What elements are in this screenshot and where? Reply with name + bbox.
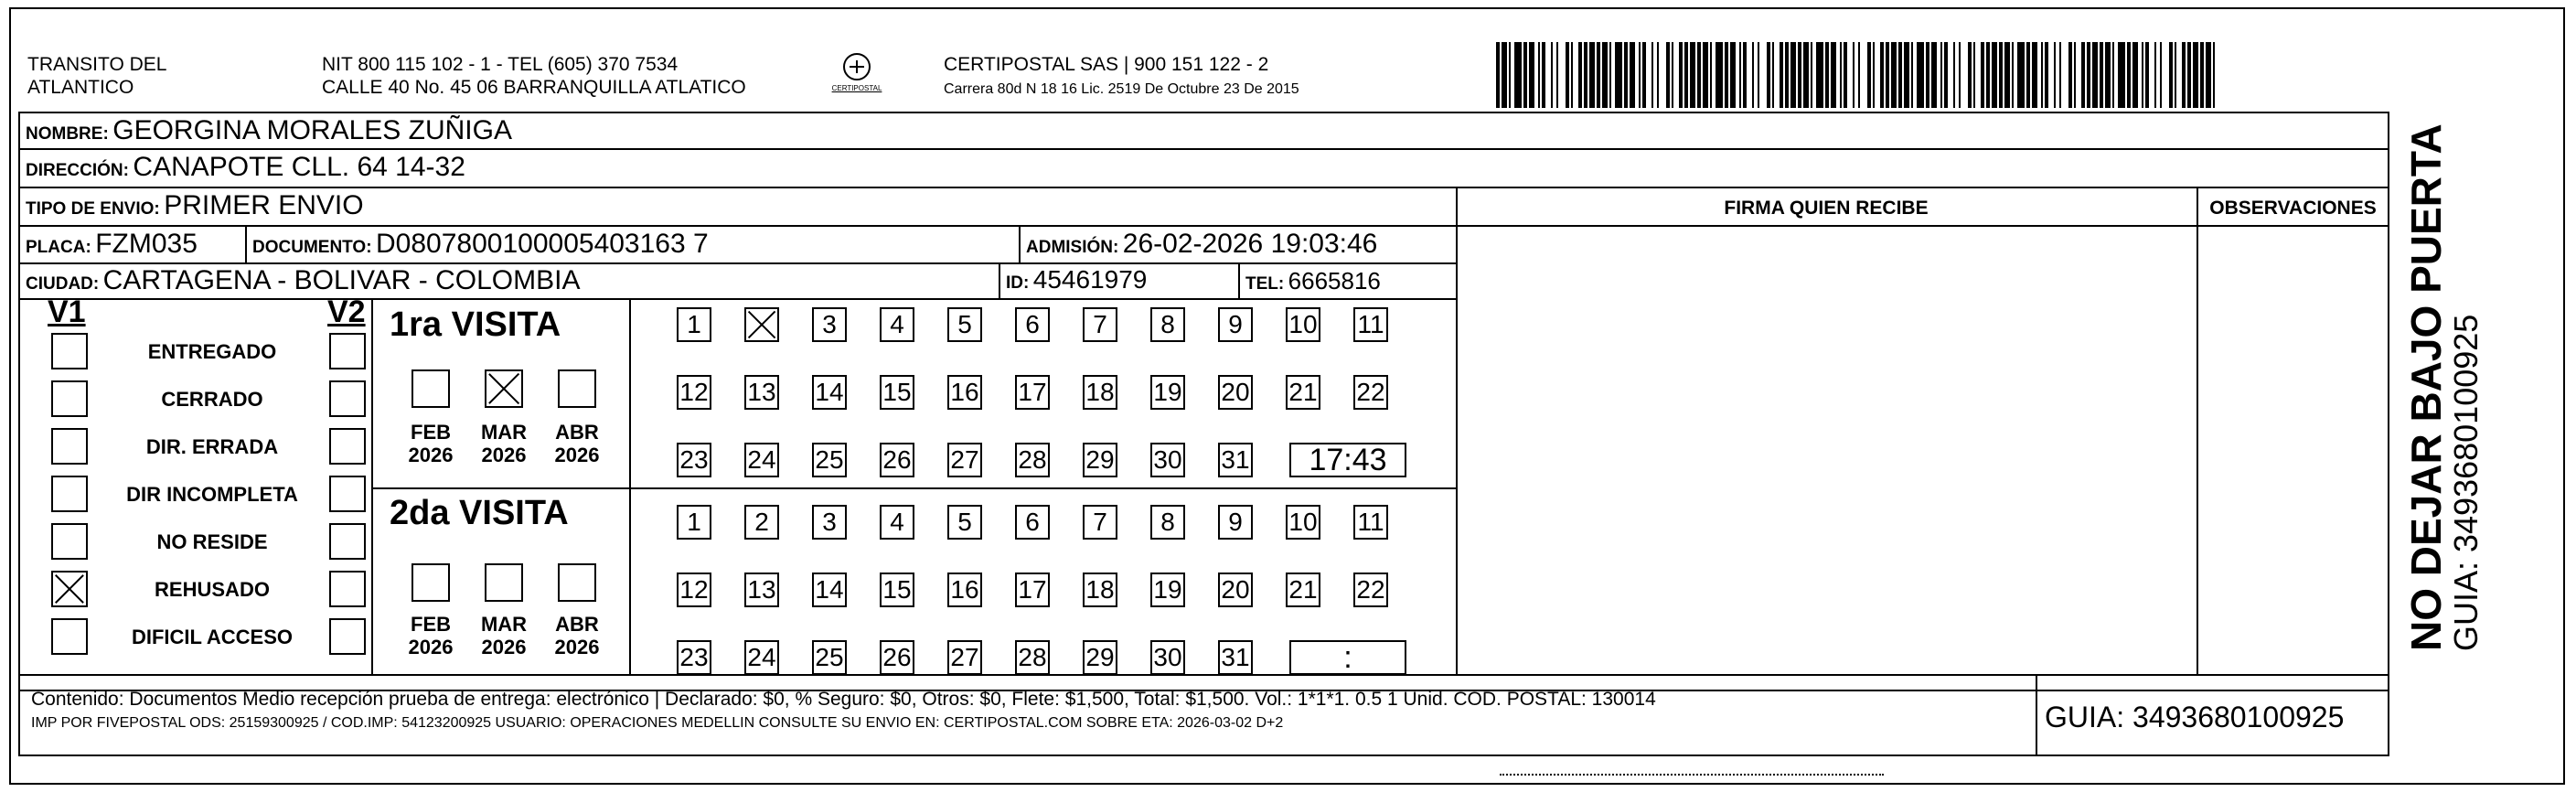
barcode-bar: [1780, 42, 1783, 108]
barcode-bar: [1597, 42, 1600, 108]
barcode-bar: [2068, 42, 2072, 108]
barcode-bar: [2142, 42, 2143, 108]
day-box[interactable]: 14: [812, 573, 847, 607]
ciudad-cell: [26, 265, 580, 296]
id-value: 45461979: [1032, 265, 1148, 294]
barcode-bar: [2127, 42, 2131, 108]
v1-checkbox[interactable]: [51, 571, 88, 607]
placa-label: PLACA:: [26, 238, 91, 257]
no-dejar-bajo-puerta: NO DEJAR BAJO PUERTA: [2402, 123, 2450, 651]
day-box[interactable]: 10: [1286, 307, 1320, 342]
barcode-bar: [1999, 42, 2003, 108]
company-line-1: TRANSITO DEL: [27, 54, 167, 75]
day-box[interactable]: 16: [947, 573, 982, 607]
day-box[interactable]: 7: [1083, 505, 1117, 540]
admision-value: 26-02-2026 19:03:46: [1122, 229, 1378, 259]
month-label: [472, 613, 536, 658]
barcode-bar: [1898, 42, 1902, 108]
barcode-bar: [1642, 42, 1646, 108]
barcode-bar: [1542, 42, 1545, 108]
v1-checkbox[interactable]: [51, 476, 88, 512]
barcode-bar: [1523, 42, 1527, 108]
barcode-bar: [1725, 42, 1728, 108]
barcode-bar: [1891, 42, 1897, 108]
barcode-bar: [1639, 42, 1641, 108]
nombre-value: GEORGINA MORALES ZUÑIGA: [112, 115, 512, 145]
month-year: 2026: [481, 444, 527, 466]
direccion-value: CANAPOTE CLL. 64 14-32: [133, 152, 465, 182]
day-box[interactable]: 20: [1218, 375, 1253, 410]
day-box[interactable]: 3: [812, 505, 847, 540]
day-box[interactable]: 3: [812, 307, 847, 342]
day-box[interactable]: 13: [744, 573, 779, 607]
barcode-bar: [2059, 42, 2061, 108]
v1-checkbox[interactable]: [51, 428, 88, 465]
barcode-bar: [1538, 42, 1540, 108]
day-box[interactable]: 22: [1353, 573, 1388, 607]
barcode-bar: [2092, 42, 2098, 108]
barcode-bar: [1752, 42, 1754, 108]
barcode-bar: [1684, 42, 1688, 108]
barcode-bar: [1496, 42, 1500, 108]
day-box[interactable]: 5: [947, 307, 982, 342]
day-box[interactable]: 21: [1286, 573, 1320, 607]
day-box[interactable]: 11: [1353, 505, 1388, 540]
barcode-bar: [2100, 42, 2103, 108]
reason-label: NO RESIDE: [156, 530, 268, 553]
barcode-bar: [1953, 42, 1955, 108]
day-box[interactable]: 17: [1015, 573, 1050, 607]
tel-cell: [1245, 267, 1381, 295]
day-box[interactable]: 2: [744, 505, 779, 540]
visit1-title: 1ra VISITA: [390, 305, 561, 344]
barcode-bar: [1651, 42, 1653, 108]
imp-text: IMP POR FIVEPOSTAL ODS: 25159300925 / COD.IMP: 54123200925 USUARIO: OPERACIONES MEDELLIN CONSULTE SU ENVIO EN: CERTIPOSTAL.COM SOBRE ETA: 2026-03-02 D+2: [31, 715, 1284, 731]
side-text: [2401, 102, 2485, 651]
barcode-bar: [1571, 42, 1573, 108]
day-box[interactable]: 6: [1015, 505, 1050, 540]
month-label: [399, 421, 463, 466]
certipostal-logo-icon: [831, 51, 882, 97]
barcode-bar: [1926, 42, 1929, 108]
time-box[interactable]: :: [1289, 640, 1406, 675]
barcode-bar: [1690, 42, 1695, 108]
day-box[interactable]: 10: [1286, 505, 1320, 540]
day-box[interactable]: 25: [812, 640, 847, 675]
barcode-bar: [1944, 42, 1948, 108]
month-checkbox[interactable]: [485, 369, 523, 408]
day-box[interactable]: 24: [744, 640, 779, 675]
placa-value: FZM035: [95, 229, 198, 259]
barcode-bar: [2112, 42, 2114, 108]
v2-checkbox[interactable]: [329, 333, 366, 369]
tipo-envio-value: PRIMER ENVIO: [164, 190, 364, 220]
barcode-bar: [1703, 42, 1708, 108]
barcode-bar: [1657, 42, 1659, 108]
barcode-bar: [2193, 42, 2198, 108]
address-line: CALLE 40 No. 45 06 BARRANQUILLA ATLATICO: [322, 77, 746, 98]
barcode-bar: [1973, 42, 1975, 108]
barcode-bar: [1917, 42, 1924, 108]
day-box[interactable]: 12: [677, 573, 711, 607]
company-name: [27, 53, 166, 99]
barcode-bar: [1615, 42, 1622, 108]
barcode-bar: [1551, 42, 1553, 108]
day-box[interactable]: 8: [1150, 505, 1185, 540]
day-box[interactable]: 23: [677, 640, 711, 675]
barcode-bar: [1785, 42, 1789, 108]
placa-cell: [26, 229, 198, 260]
barcode-bar: [1931, 42, 1937, 108]
barcode-bar: [2160, 42, 2162, 108]
visit2-title: 2da VISITA: [390, 494, 569, 532]
direccion-row: [26, 152, 465, 183]
contenido-text: Contenido: Documentos Medio recepción prueba de entrega: electrónico | Declarado: $0, % Seguro: $0, Otros: $0, Flete: $1,500, Total: $1,500. Vol.: 1*1*1. 0.5 1 Unid. COD. POSTAL: 130014: [31, 689, 1656, 710]
barcode-bar: [1556, 42, 1558, 108]
id-cell: [1006, 265, 1147, 294]
day-box[interactable]: 4: [880, 307, 914, 342]
month-name: FEB: [411, 613, 451, 636]
barcode-bar: [1743, 42, 1747, 108]
ciudad-label: CIUDAD:: [26, 274, 100, 294]
day-box[interactable]: 28: [1015, 443, 1050, 477]
barcode-bar: [1886, 42, 1889, 108]
barcode-bar: [2206, 42, 2211, 108]
day-box[interactable]: 19: [1150, 573, 1185, 607]
ciudad-value: CARTAGENA - BOLIVAR - COLOMBIA: [102, 265, 581, 295]
tipo-envio-label: TIPO DE ENVIO:: [26, 199, 160, 219]
v1-label: V1: [48, 294, 86, 329]
day-box[interactable]: 7: [1083, 307, 1117, 342]
barcode-bar: [1697, 42, 1701, 108]
barcode-bar: [1630, 42, 1635, 108]
day-box[interactable]: 8: [1150, 307, 1185, 342]
day-box[interactable]: 14: [812, 375, 847, 410]
nit-line: NIT 800 115 102 - 1 - TEL (605) 370 7534: [322, 54, 679, 75]
barcode-bar: [2081, 42, 2085, 108]
month-year: 2026: [554, 636, 600, 658]
day-box[interactable]: 21: [1286, 375, 1320, 410]
barcode-bar: [2045, 42, 2048, 108]
barcode-bar: [1710, 42, 1712, 108]
reason-label: DIR INCOMPLETA: [126, 483, 298, 506]
day-box[interactable]: 23: [677, 443, 711, 477]
tel-label: TEL:: [1245, 274, 1285, 294]
day-box[interactable]: 13: [744, 375, 779, 410]
barcode-bar: [2182, 42, 2186, 108]
day-box[interactable]: 16: [947, 375, 982, 410]
barcode-bar: [1584, 42, 1587, 108]
barcode-bar: [2105, 42, 2111, 108]
barcode-bar: [1514, 42, 1522, 108]
day-box[interactable]: 24: [744, 443, 779, 477]
documento-label: DOCUMENTO:: [252, 238, 372, 257]
month-name: FEB: [411, 421, 451, 444]
day-box[interactable]: 27: [947, 640, 982, 675]
day-box[interactable]: 1: [677, 505, 711, 540]
day-box[interactable]: 9: [1218, 505, 1253, 540]
barcode-bar: [1940, 42, 1942, 108]
barcode-bar: [1509, 42, 1511, 108]
day-box[interactable]: 15: [880, 375, 914, 410]
barcode-bar: [2154, 42, 2156, 108]
barcode-bar: [2074, 42, 2076, 108]
month-label: [472, 421, 536, 466]
v1-checkbox[interactable]: [51, 618, 88, 655]
reason-label: DIFICIL ACCESO: [131, 626, 293, 648]
barcode-bar: [1992, 42, 1997, 108]
v2-checkbox[interactable]: [329, 380, 366, 417]
day-box[interactable]: 1: [677, 307, 711, 342]
day-box[interactable]: 30: [1150, 443, 1185, 477]
barcode-bar: [2145, 42, 2149, 108]
day-box[interactable]: 28: [1015, 640, 1050, 675]
barcode-bar: [1566, 42, 1569, 108]
dotted-line: [1500, 774, 1884, 778]
observaciones-header: OBSERVACIONES: [2209, 198, 2377, 219]
barcode-bar: [1873, 42, 1875, 108]
side-guia: GUIA: 3493680100925: [2447, 314, 2485, 651]
v2-checkbox[interactable]: [329, 618, 366, 655]
barcode-bar: [1758, 42, 1759, 108]
barcode-bar: [2132, 42, 2138, 108]
barcode-bar: [1858, 42, 1860, 108]
barcode: [1496, 42, 2228, 108]
barcode-bar: [2169, 42, 2173, 108]
barcode-bar: [2087, 42, 2090, 108]
direccion-label: DIRECCIÓN:: [26, 161, 129, 180]
barcode-bar: [1602, 42, 1608, 108]
barcode-bar: [1578, 42, 1582, 108]
barcode-bar: [1679, 42, 1683, 108]
month-label: [545, 421, 609, 466]
day-box[interactable]: [744, 307, 779, 342]
month-checkbox[interactable]: [412, 369, 450, 408]
barcode-bar: [1825, 42, 1829, 108]
documento-value: D0807800100005403163 7: [376, 229, 709, 259]
day-box[interactable]: 6: [1015, 307, 1050, 342]
day-box[interactable]: 12: [677, 375, 711, 410]
month-year: 2026: [408, 444, 454, 466]
barcode-bar: [1803, 42, 1809, 108]
day-box[interactable]: 18: [1083, 375, 1117, 410]
month-year: 2026: [408, 636, 454, 658]
barcode-bar: [1968, 42, 1972, 108]
documento-cell: [252, 229, 709, 260]
barcode-bar: [1880, 42, 1884, 108]
month-year: 2026: [554, 444, 600, 466]
barcode-bar: [1904, 42, 1909, 108]
barcode-bar: [1790, 42, 1796, 108]
barcode-bar: [1811, 42, 1812, 108]
barcode-bar: [2118, 42, 2125, 108]
id-label: ID:: [1006, 273, 1030, 293]
license-line: Carrera 80d N 18 16 Lic. 2519 De Octubre 23 De 2015: [944, 81, 1299, 97]
barcode-bar: [1730, 42, 1736, 108]
reason-label: CERRADO: [161, 388, 263, 411]
day-box[interactable]: 15: [880, 573, 914, 607]
day-box[interactable]: 27: [947, 443, 982, 477]
barcode-bar: [2200, 42, 2204, 108]
barcode-bar: [1986, 42, 1990, 108]
nombre-label: NOMBRE:: [26, 124, 109, 144]
barcode-bar: [2187, 42, 2191, 108]
barcode-bar: [2026, 42, 2030, 108]
day-box[interactable]: 11: [1353, 307, 1388, 342]
month-checkbox[interactable]: [558, 369, 596, 408]
day-box[interactable]: 29: [1083, 640, 1117, 675]
barcode-bar: [1981, 42, 1984, 108]
barcode-bar: [2054, 42, 2056, 108]
month-checkbox[interactable]: [412, 563, 450, 602]
day-box[interactable]: 5: [947, 505, 982, 540]
barcode-bar: [2004, 42, 2010, 108]
barcode-bar: [1831, 42, 1836, 108]
barcode-bar: [1502, 42, 1507, 108]
barcode-bar: [2012, 42, 2014, 108]
barcode-bar: [1666, 42, 1670, 108]
day-box[interactable]: 17: [1015, 375, 1050, 410]
barcode-bar: [2213, 42, 2215, 108]
nombre-row: [26, 115, 512, 146]
month-checkbox[interactable]: [558, 563, 596, 602]
barcode-bar: [2041, 42, 2043, 108]
v2-checkbox[interactable]: [329, 476, 366, 512]
month-name: ABR: [555, 613, 599, 636]
tel-value: 6665816: [1288, 267, 1381, 294]
barcode-bar: [1716, 42, 1723, 108]
day-box[interactable]: 25: [812, 443, 847, 477]
day-box[interactable]: 9: [1218, 307, 1253, 342]
barcode-bar: [1609, 42, 1611, 108]
v2-label: V2: [327, 294, 366, 329]
day-box[interactable]: 26: [880, 443, 914, 477]
day-box[interactable]: 30: [1150, 640, 1185, 675]
barcode-bar: [1816, 42, 1823, 108]
v1-checkbox[interactable]: [51, 523, 88, 560]
month-name: MAR: [480, 613, 528, 636]
day-box[interactable]: 22: [1353, 375, 1388, 410]
guia-footer: GUIA: 3493680100925: [2045, 701, 2345, 733]
barcode-bar: [1853, 42, 1855, 108]
barcode-bar: [1589, 42, 1595, 108]
v2-checkbox[interactable]: [329, 571, 366, 607]
month-name: MAR: [480, 421, 528, 444]
day-box[interactable]: 19: [1150, 375, 1185, 410]
barcode-bar: [1767, 42, 1770, 108]
v2-checkbox[interactable]: [329, 523, 366, 560]
day-box[interactable]: 31: [1218, 640, 1253, 675]
v1-checkbox[interactable]: [51, 380, 88, 417]
barcode-bar: [1911, 42, 1913, 108]
day-box[interactable]: 20: [1218, 573, 1253, 607]
barcode-bar: [1739, 42, 1741, 108]
certipostal-line: CERTIPOSTAL SAS | 900 151 122 - 2: [944, 54, 1269, 75]
day-box[interactable]: 26: [880, 640, 914, 675]
company-contact: [322, 53, 746, 99]
barcode-bar: [1624, 42, 1628, 108]
time-box[interactable]: 17:43: [1289, 443, 1406, 477]
barcode-bar: [1867, 42, 1871, 108]
admision-label: ADMISIÓN:: [1026, 238, 1119, 257]
day-box[interactable]: 31: [1218, 443, 1253, 477]
barcode-bar: [1840, 42, 1842, 108]
barcode-bar: [1772, 42, 1774, 108]
reason-label: ENTREGADO: [147, 340, 277, 363]
firma-header: FIRMA QUIEN RECIBE: [1724, 198, 1929, 219]
month-year: 2026: [481, 636, 527, 658]
day-box[interactable]: 29: [1083, 443, 1117, 477]
barcode-bar: [2032, 42, 2037, 108]
admision-cell: [1026, 229, 1377, 260]
reason-label: REHUSADO: [155, 578, 270, 601]
barcode-bar: [2175, 42, 2176, 108]
month-label: [545, 613, 609, 658]
month-checkbox[interactable]: [485, 563, 523, 602]
month-name: ABR: [555, 421, 599, 444]
day-box[interactable]: 18: [1083, 573, 1117, 607]
company-line-2: ATLANTICO: [27, 77, 134, 98]
barcode-bar: [1959, 42, 1961, 108]
barcode-bar: [2017, 42, 2025, 108]
v2-checkbox[interactable]: [329, 428, 366, 465]
month-label: [399, 613, 463, 658]
logo-text: CERTIPOSTAL: [831, 84, 882, 92]
reason-label: DIR. ERRADA: [145, 435, 279, 458]
barcode-bar: [1672, 42, 1673, 108]
barcode-bar: [1798, 42, 1801, 108]
barcode-bar: [1529, 42, 1534, 108]
v1-checkbox[interactable]: [51, 333, 88, 369]
tipo-envio-row: [26, 190, 364, 221]
barcode-bar: [1844, 42, 1847, 108]
day-box[interactable]: 4: [880, 505, 914, 540]
